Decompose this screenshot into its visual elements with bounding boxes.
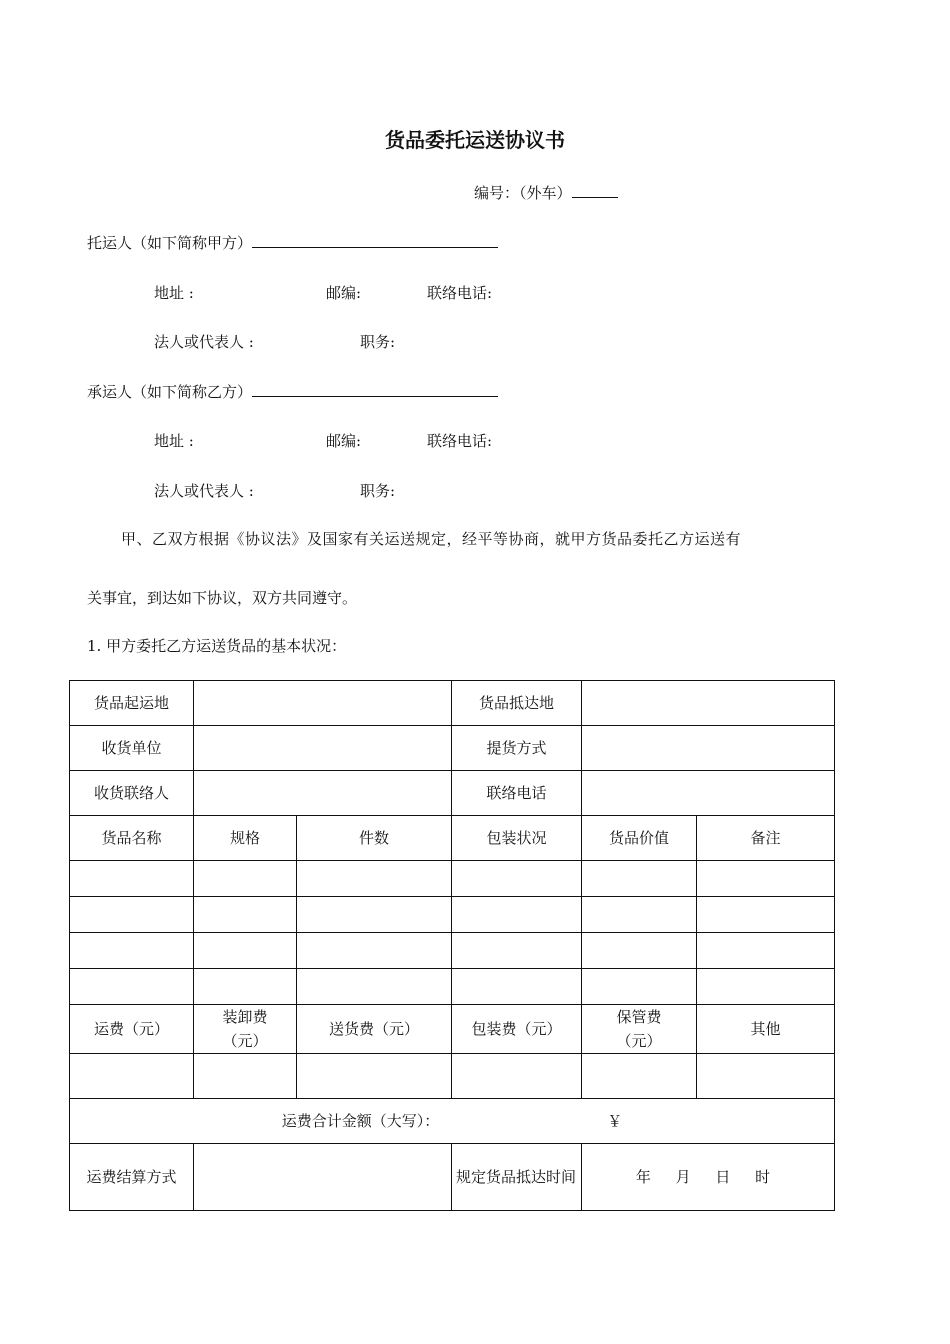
receiver-unit-label: 收货单位 xyxy=(70,726,194,771)
goods-cell[interactable] xyxy=(452,933,582,969)
goods-cell[interactable] xyxy=(194,933,297,969)
carrier-blank[interactable] xyxy=(252,381,498,397)
goods-cell[interactable] xyxy=(582,861,697,897)
fee-cell[interactable] xyxy=(297,1054,452,1099)
consignor-line xyxy=(87,232,498,253)
destination-input-cell[interactable] xyxy=(582,681,835,726)
storage-fee-header: 保管费（元） xyxy=(582,1005,697,1054)
remarks-header: 备注 xyxy=(697,816,835,861)
goods-cell[interactable] xyxy=(452,897,582,933)
pickup-method-label: 提货方式 xyxy=(452,726,582,771)
section-1-heading: 1. 甲方委托乙方运送货品的基本状况： xyxy=(87,637,347,655)
consignor-phone-label: 联络电话: xyxy=(427,284,493,302)
freight-fee-header: 运费（元） xyxy=(70,1005,194,1054)
packaging-header: 包装状况 xyxy=(452,816,582,861)
pickup-method-input-cell[interactable] xyxy=(582,726,835,771)
goods-cell[interactable] xyxy=(194,969,297,1005)
goods-cell[interactable] xyxy=(70,933,194,969)
goods-cell[interactable] xyxy=(70,861,194,897)
goods-cell[interactable] xyxy=(297,897,452,933)
goods-cell[interactable] xyxy=(194,897,297,933)
goods-header-row xyxy=(70,816,835,861)
value-header: 货品价值 xyxy=(582,816,697,861)
goods-cell[interactable] xyxy=(297,969,452,1005)
fee-cell[interactable] xyxy=(70,1054,194,1099)
receiver-unit-input-cell[interactable] xyxy=(194,726,452,771)
carrier-position-label: 职务: xyxy=(360,482,396,500)
fee-cell[interactable] xyxy=(194,1054,297,1099)
table-row xyxy=(70,681,835,726)
contact-phone-label: 联络电话 xyxy=(452,771,582,816)
currency-symbol: ￥ xyxy=(607,1112,623,1130)
table-row xyxy=(70,969,835,1005)
destination-label: 货品抵达地 xyxy=(452,681,582,726)
carrier-label: 承运人（如下简称乙方） xyxy=(87,383,253,401)
packing-fee-header: 包装费（元） xyxy=(452,1005,582,1054)
total-amount-label: 运费合计金额（大写）： xyxy=(281,1112,440,1130)
fee-cell[interactable] xyxy=(582,1054,697,1099)
handling-fee-header: 装卸费（元） xyxy=(194,1005,297,1054)
consignor-label: 托运人（如下简称甲方） xyxy=(87,234,253,252)
goods-form-table xyxy=(69,680,835,1211)
table-row xyxy=(70,933,835,969)
intro-line-1: 甲、乙双方根据《协议法》及国家有关运送规定，经平等协商，就甲方货品委托乙方运送有 xyxy=(121,530,742,548)
contact-phone-input-cell[interactable] xyxy=(582,771,835,816)
quantity-header: 件数 xyxy=(297,816,452,861)
serial-number xyxy=(474,182,618,203)
table-row xyxy=(70,726,835,771)
goods-cell[interactable] xyxy=(297,861,452,897)
goods-cell[interactable] xyxy=(582,969,697,1005)
settlement-input-cell[interactable] xyxy=(194,1144,452,1211)
goods-cell[interactable] xyxy=(297,933,452,969)
intro-line-2: 关事宜，到达如下协议，双方共同遵守。 xyxy=(87,589,358,607)
goods-cell[interactable] xyxy=(697,897,835,933)
total-amount-cell[interactable] xyxy=(70,1099,835,1144)
fee-cell[interactable] xyxy=(452,1054,582,1099)
carrier-postcode-label: 邮编: xyxy=(326,432,362,450)
table-row xyxy=(70,771,835,816)
fee-header-row xyxy=(70,1005,835,1054)
carrier-line xyxy=(87,381,498,402)
goods-cell[interactable] xyxy=(697,933,835,969)
carrier-address-label: 地址 : xyxy=(154,432,194,450)
consignor-address-label: 地址 : xyxy=(154,284,194,302)
goods-cell[interactable] xyxy=(70,969,194,1005)
goods-cell[interactable] xyxy=(582,897,697,933)
other-fee-header: 其他 xyxy=(697,1005,835,1054)
settlement-label: 运费结算方式 xyxy=(70,1144,194,1211)
consignor-rep-label: 法人或代表人 : xyxy=(154,333,254,351)
spec-header: 规格 xyxy=(194,816,297,861)
carrier-phone-label: 联络电话: xyxy=(427,432,493,450)
table-row xyxy=(70,1054,835,1099)
table-row xyxy=(70,861,835,897)
receiver-contact-label: 收货联络人 xyxy=(70,771,194,816)
consignor-postcode-label: 邮编: xyxy=(326,284,362,302)
serial-label: 编号：（外车） xyxy=(474,184,572,202)
total-row xyxy=(70,1099,835,1144)
goods-cell[interactable] xyxy=(194,861,297,897)
receiver-contact-input-cell[interactable] xyxy=(194,771,452,816)
goods-cell[interactable] xyxy=(697,861,835,897)
goods-cell[interactable] xyxy=(697,969,835,1005)
goods-cell[interactable] xyxy=(452,861,582,897)
goods-cell[interactable] xyxy=(70,897,194,933)
table-row xyxy=(70,897,835,933)
origin-label: 货品起运地 xyxy=(70,681,194,726)
document-title: 货品委托运送协议书 xyxy=(385,128,565,152)
fee-cell[interactable] xyxy=(697,1054,835,1099)
goods-cell[interactable] xyxy=(582,933,697,969)
consignor-position-label: 职务: xyxy=(360,333,396,351)
arrival-time-label: 规定货品抵达时间 xyxy=(452,1144,582,1211)
origin-input-cell[interactable] xyxy=(194,681,452,726)
serial-blank[interactable] xyxy=(572,182,618,198)
settlement-row xyxy=(70,1144,835,1211)
carrier-rep-label: 法人或代表人 : xyxy=(154,482,254,500)
delivery-fee-header: 送货费（元） xyxy=(297,1005,452,1054)
goods-cell[interactable] xyxy=(452,969,582,1005)
consignor-blank[interactable] xyxy=(252,232,498,248)
goods-name-header: 货品名称 xyxy=(70,816,194,861)
arrival-date-cell[interactable]: 年 月 日 时 xyxy=(582,1144,835,1211)
